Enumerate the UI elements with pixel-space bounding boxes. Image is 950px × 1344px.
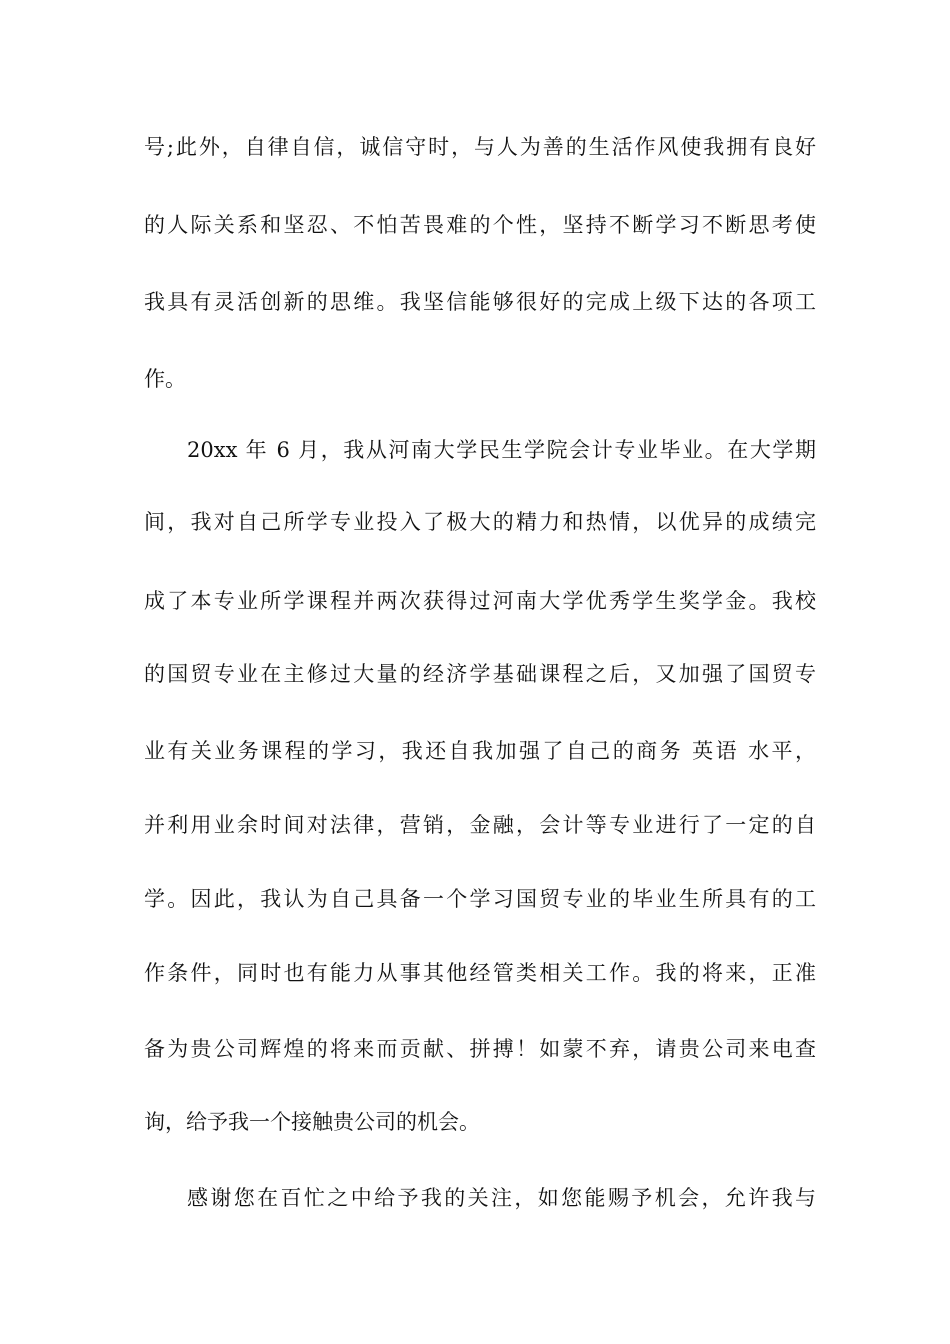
text-line: 作。	[144, 367, 186, 391]
text-line: 的人际关系和坚忍、不怕苦畏难的个性，坚持不断学习不断思考使	[144, 213, 816, 237]
text-line: 询，给予我一个接触贵公司的机会。	[144, 1110, 480, 1134]
text-line: 学。因此，我认为自己具备一个学习国贸专业的毕业生所具有的工	[144, 887, 816, 911]
text-line: 并利用业余时间对法律，营销，金融，会计等专业进行了一定的自	[144, 813, 816, 837]
paragraph-start-line: 感谢您在百忙之中给予我的关注，如您能赐予机会，允许我与	[187, 1186, 816, 1210]
text-line: 间，我对自己所学专业投入了极大的精力和热情，以优异的成绩完	[144, 510, 816, 534]
paragraph-start-line: 20xx 年 6 月，我从河南大学民生学院会计专业毕业。在大学期	[187, 438, 816, 462]
text-line: 号;此外，自律自信，诚信守时，与人为善的生活作风使我拥有良好	[144, 135, 816, 159]
text-line: 我具有灵活创新的思维。我坚信能够很好的完成上级下达的各项工	[144, 290, 816, 314]
text-line: 作条件，同时也有能力从事其他经管类相关工作。我的将来，正准	[144, 961, 816, 985]
text-line: 业有关业务课程的学习，我还自我加强了自己的商务 英语 水平，	[144, 739, 816, 763]
text-line: 备为贵公司辉煌的将来而贡献、拼搏！如蒙不弃，请贵公司来电查	[144, 1037, 816, 1061]
text-line: 成了本专业所学课程并两次获得过河南大学优秀学生奖学金。我校	[144, 589, 816, 613]
text-line: 的国贸专业在主修过大量的经济学基础课程之后，又加强了国贸专	[144, 662, 816, 686]
